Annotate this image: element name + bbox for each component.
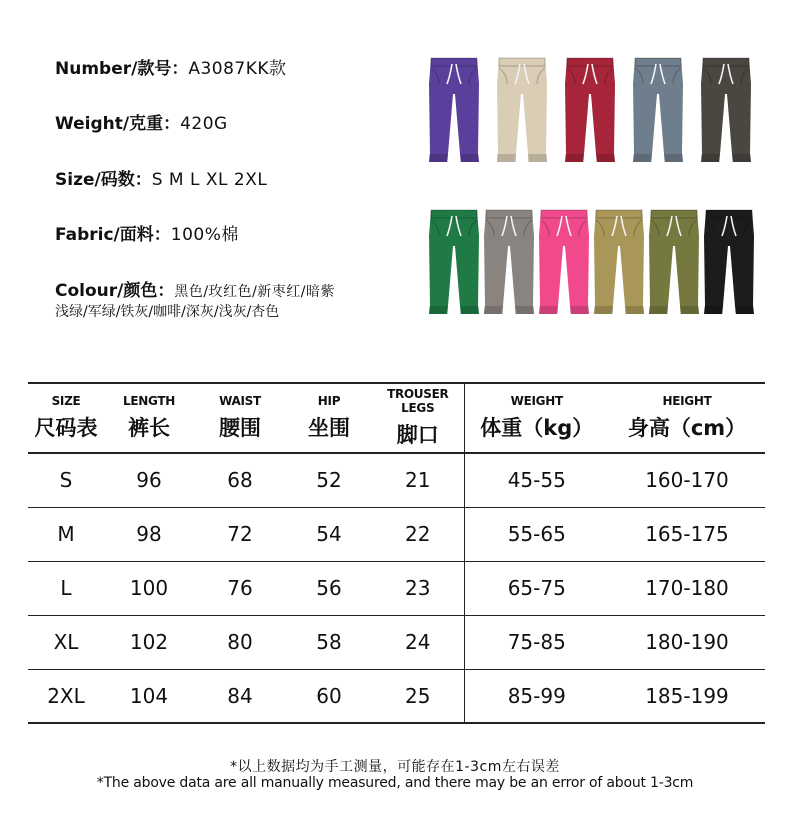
table-cell: 72 xyxy=(227,522,253,546)
column-header-cn: 腰围 xyxy=(219,416,261,440)
column-header xyxy=(372,383,464,453)
table-cell: 76 xyxy=(227,576,253,600)
spec-number-label: Number/款号： xyxy=(55,59,189,79)
measurement-note-en: *The above data are all manually measured, and there may be an error of about 1-3cm xyxy=(96,775,694,791)
column-header-en: LENGTH xyxy=(123,394,175,408)
table-row xyxy=(28,615,765,669)
column-header-en: SIZE xyxy=(51,394,81,408)
pants-swatch xyxy=(493,54,551,167)
table-cell: 22 xyxy=(405,522,431,546)
table-cell: 21 xyxy=(405,468,431,493)
table-cell: 75-85 xyxy=(464,615,609,669)
column-header-en: TROUSER LEGS xyxy=(387,387,449,415)
table-cell: 180-190 xyxy=(645,630,729,654)
table-cell: 2XL xyxy=(47,683,85,708)
table-cell: 96 xyxy=(136,468,162,493)
table-cell: 23 xyxy=(405,576,431,600)
size-chart-body xyxy=(28,453,765,723)
table-row xyxy=(28,561,765,615)
spec-weight-value: 420G xyxy=(180,114,228,134)
table-cell: L xyxy=(60,576,72,600)
column-header xyxy=(104,383,194,453)
spec-colour-value-line2: 浅绿/军绿/铁灰/咖啡/深灰/浅灰/杏色 xyxy=(55,304,280,320)
table-cell: 24 xyxy=(405,630,431,654)
table-cell: 84 xyxy=(227,683,253,708)
table-cell: 68 xyxy=(227,468,253,493)
table-cell: 98 xyxy=(136,522,162,546)
table-cell: 104 xyxy=(129,683,169,708)
spec-colour xyxy=(55,276,335,301)
table-cell: 65-75 xyxy=(464,561,609,615)
table-cell: 185-199 xyxy=(645,683,729,708)
spec-colour-label: Colour/颜色： xyxy=(55,281,175,301)
column-header xyxy=(28,383,104,453)
table-cell: 85-99 xyxy=(464,669,609,723)
column-header xyxy=(464,383,609,453)
table-cell: 54 xyxy=(316,522,342,546)
table-cell: 55-65 xyxy=(464,507,609,561)
column-header-cn: 坐围 xyxy=(308,416,350,440)
pants-swatch xyxy=(425,54,483,167)
spec-number xyxy=(55,54,287,79)
table-cell: 102 xyxy=(129,630,169,654)
table-cell: 160-170 xyxy=(645,468,729,493)
pants-swatch xyxy=(697,54,755,167)
table-cell: 56 xyxy=(316,576,342,600)
column-header-en: HIP xyxy=(317,394,341,408)
column-header-cn: 尺码表 xyxy=(34,416,98,440)
column-header-en: HEIGHT xyxy=(662,394,712,408)
pants-swatch xyxy=(535,206,593,319)
spec-size xyxy=(55,165,267,190)
column-header-en: WEIGHT xyxy=(510,394,563,408)
table-row xyxy=(28,453,765,507)
spec-fabric-label: Fabric/面料： xyxy=(55,225,171,245)
pants-swatch xyxy=(561,54,619,167)
measurement-note-cn: *以上数据均为手工测量，可能存在1-3cm左右误差 xyxy=(230,759,560,775)
table-cell: 52 xyxy=(316,468,342,493)
column-header-cn: 身高（cm） xyxy=(627,416,747,440)
size-chart-header-row xyxy=(28,383,765,453)
column-header-cn: 体重（kg） xyxy=(480,416,594,440)
table-cell: XL xyxy=(53,630,79,654)
spec-size-label: Size/码数： xyxy=(55,170,152,190)
size-chart-table xyxy=(28,382,765,724)
pants-swatch xyxy=(645,206,703,319)
column-header xyxy=(609,383,765,453)
table-cell: M xyxy=(57,522,75,546)
column-header-cn: 裤长 xyxy=(128,416,170,440)
spec-weight xyxy=(55,109,228,134)
spec-number-value: A3087KK款 xyxy=(188,59,287,79)
table-cell: 165-175 xyxy=(645,522,729,546)
pants-swatch xyxy=(480,206,538,319)
column-header xyxy=(194,383,286,453)
pants-swatch xyxy=(590,206,648,319)
pants-swatch xyxy=(629,54,687,167)
column-header xyxy=(286,383,372,453)
column-header-en: WAIST xyxy=(219,394,261,408)
spec-size-value: S M L XL 2XL xyxy=(151,170,268,190)
table-row xyxy=(28,669,765,723)
spec-colour-value-line1: 黑色/玫红色/新枣红/暗紫 xyxy=(174,284,336,300)
table-cell: 58 xyxy=(316,630,342,654)
pants-swatch xyxy=(425,206,483,319)
table-cell: 100 xyxy=(129,576,169,600)
product-color-swatches xyxy=(425,54,765,324)
spec-fabric xyxy=(55,220,239,245)
spec-fabric-value: 100%棉 xyxy=(170,225,239,245)
pants-swatch xyxy=(700,206,758,319)
table-cell: 60 xyxy=(316,683,342,708)
table-cell: 170-180 xyxy=(645,576,729,600)
table-row xyxy=(28,507,765,561)
spec-weight-label: Weight/克重： xyxy=(55,114,181,134)
table-cell: 45-55 xyxy=(464,453,609,507)
column-header-cn: 脚口 xyxy=(396,423,439,447)
table-cell: S xyxy=(59,468,73,493)
table-cell: 25 xyxy=(405,683,431,708)
table-cell: 80 xyxy=(227,630,253,654)
